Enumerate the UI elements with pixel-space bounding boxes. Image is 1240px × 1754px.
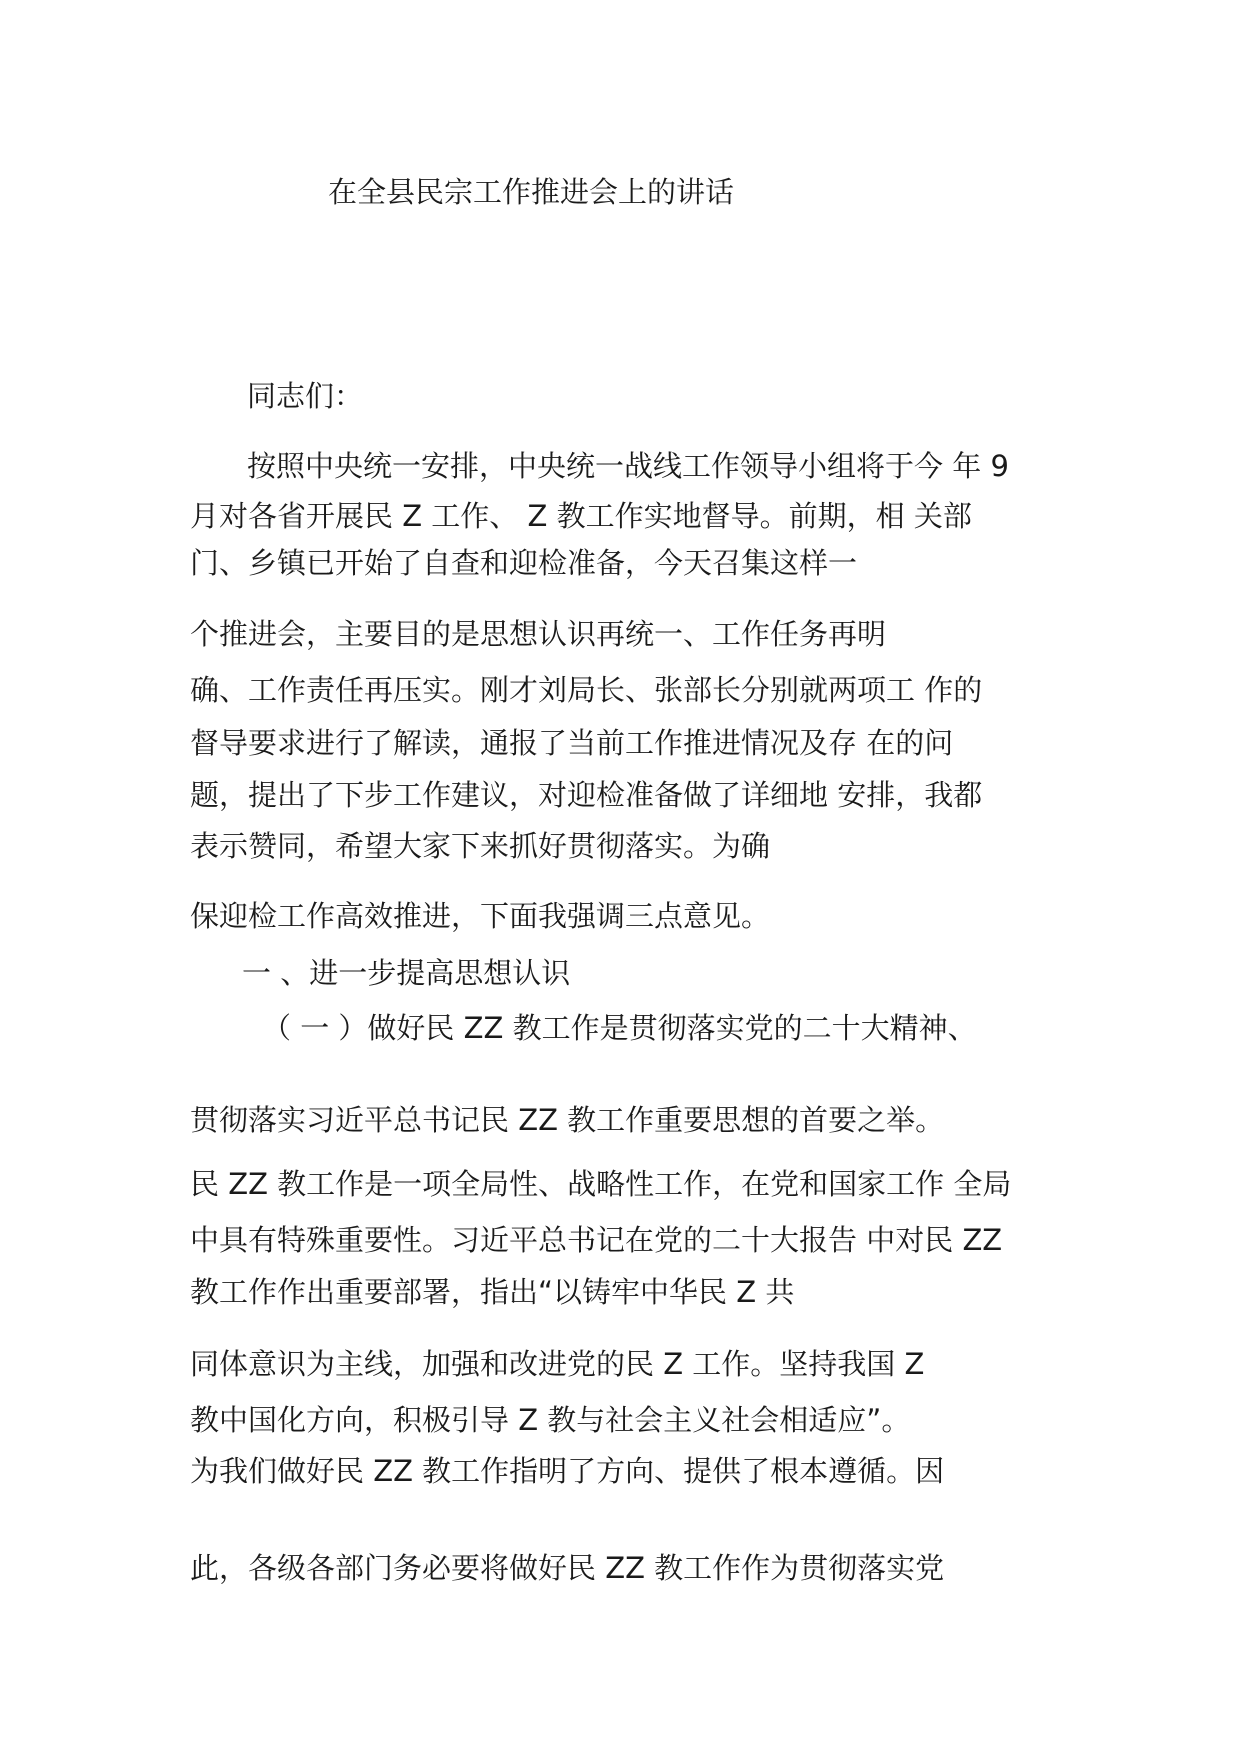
body-line: 题，提出了下步工作建议，对迎检准备做了详细地 安排，我都: [190, 778, 983, 812]
body-line: 民 ZZ 教工作是一项全局性、战略性工作，在党和国家工作 全局: [190, 1167, 1012, 1201]
body-line: 月对各省开展民 Z 工作、 Z 教工作实地督导。前期，相 关部: [190, 499, 972, 533]
body-line: 督导要求进行了解读，通报了当前工作推进情况及存 在的问: [190, 726, 954, 760]
body-line: 确、工作责任再压实。刚才刘局长、张部长分别就两项工 作的: [190, 673, 983, 707]
body-line: 表示赞同，希望大家下来抓好贯彻落实。为确: [190, 829, 771, 863]
section-heading: 一 、进一步提高思想认识: [242, 956, 571, 990]
body-line: 此，各级各部门务必要将做好民 ZZ 教工作作为贯彻落实党: [190, 1551, 945, 1585]
body-line: 个推进会，主要目的是思想认识再统一、工作任务再明: [190, 617, 887, 651]
page-title: 在全县民宗工作推进会上的讲话: [328, 175, 735, 209]
body-line: 按照中央统一安排，中央统一战线工作领导小组将于今 年 9: [247, 449, 1009, 483]
subsection-heading: （ 一 ）做好民 ZZ 教工作是贯彻落实党的二十大精神、: [262, 1011, 977, 1045]
body-line: 保迎检工作高效推进，下面我强调三点意见。: [190, 899, 771, 933]
body-line: 贯彻落实习近平总书记民 ZZ 教工作重要思想的首要之举。: [190, 1103, 945, 1137]
body-line: 为我们做好民 ZZ 教工作指明了方向、提供了根本遵循。因: [190, 1454, 945, 1488]
body-line: 同体意识为主线，加强和改进党的民 Z 工作。坚持我国 Z: [190, 1347, 925, 1381]
body-line: 教工作作出重要部署，指出“以铸牢中华民 Z 共: [190, 1275, 795, 1309]
body-line: 门、乡镇已开始了自查和迎检准备，今天召集这样一: [190, 546, 858, 580]
body-line: 教中国化方向，积极引导 Z 教与社会主义社会相适应”。: [190, 1403, 911, 1437]
salutation: 同志们：: [247, 379, 364, 413]
body-line: 中具有特殊重要性。习近平总书记在党的二十大报告 中对民 ZZ: [190, 1223, 1003, 1257]
